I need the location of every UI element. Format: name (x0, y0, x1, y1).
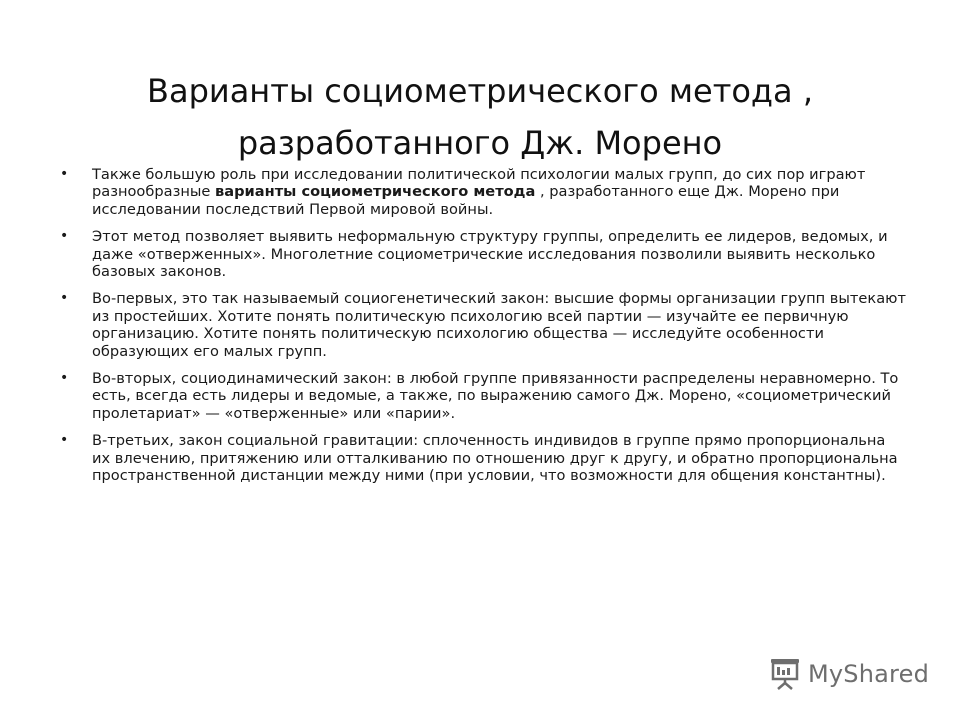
watermark-logo (768, 656, 928, 692)
bullet-text (92, 166, 865, 218)
bullet-text: Этот метод позволяет выявить неформальную структуру группы, определить ее лидеров, ведомых, и даже «отверженных». Многолетние социометрические исследования позволили выявить несколько базовых законов. (92, 228, 888, 281)
bullet-marker: • (60, 432, 69, 449)
bullet-marker: • (60, 166, 69, 182)
bullet-marker: • (60, 228, 69, 245)
bullet-text-part: Также большую роль при исследовании политической психологии малых групп, до сих пор играют разнообразные (92, 166, 866, 201)
slide-title (60, 65, 900, 169)
bullet-item (58, 370, 908, 422)
bullet-item (58, 432, 908, 484)
bullet-text: Во-первых, это так называемый социогенетический закон: высшие формы организации групп вытекают из простейших. Хотите понять политическую психологию всей партии — изучайте ее первичную организацию. Хотите понять политическую психологию общества — исследуйте особенности образующих его малых групп. (92, 290, 906, 360)
bullet-item (58, 228, 908, 280)
bullet-item (58, 290, 908, 360)
bullet-list (58, 166, 908, 495)
bullet-text: В-третьих, закон социальной гравитации: сплоченность индивидов в группе прямо пропорциональна их влечению, притяжению или отталкиванию по отношению друг к другу, и обратно пропорциональна пространственной дистанции между ними (при условии, что возможности для общения константны). (92, 432, 898, 485)
projector-screen-icon (768, 657, 802, 691)
title-line-2: разработанного Дж. Морено (237, 124, 723, 163)
bullet-bold-text: варианты социометрического метода (215, 183, 536, 201)
watermark-text: MyShared (808, 660, 930, 688)
bullet-marker: • (60, 290, 69, 307)
bullet-text: Во-вторых, социодинамический закон: в любой группе привязанности распределены неравномерно. То есть, всегда есть лидеры и ведомые, а также, по выражению самого Дж. Морено, «социометрический пролетариат» — «отверженные» или «парии». (92, 370, 899, 422)
title-line-1: Варианты социометрического метода , (147, 72, 813, 111)
bullet-item (58, 166, 908, 218)
bullet-text-part: , разработанного еще Дж. Морено при исследовании последствий Первой мировой войны. (92, 183, 840, 218)
bullet-marker: • (60, 370, 69, 387)
